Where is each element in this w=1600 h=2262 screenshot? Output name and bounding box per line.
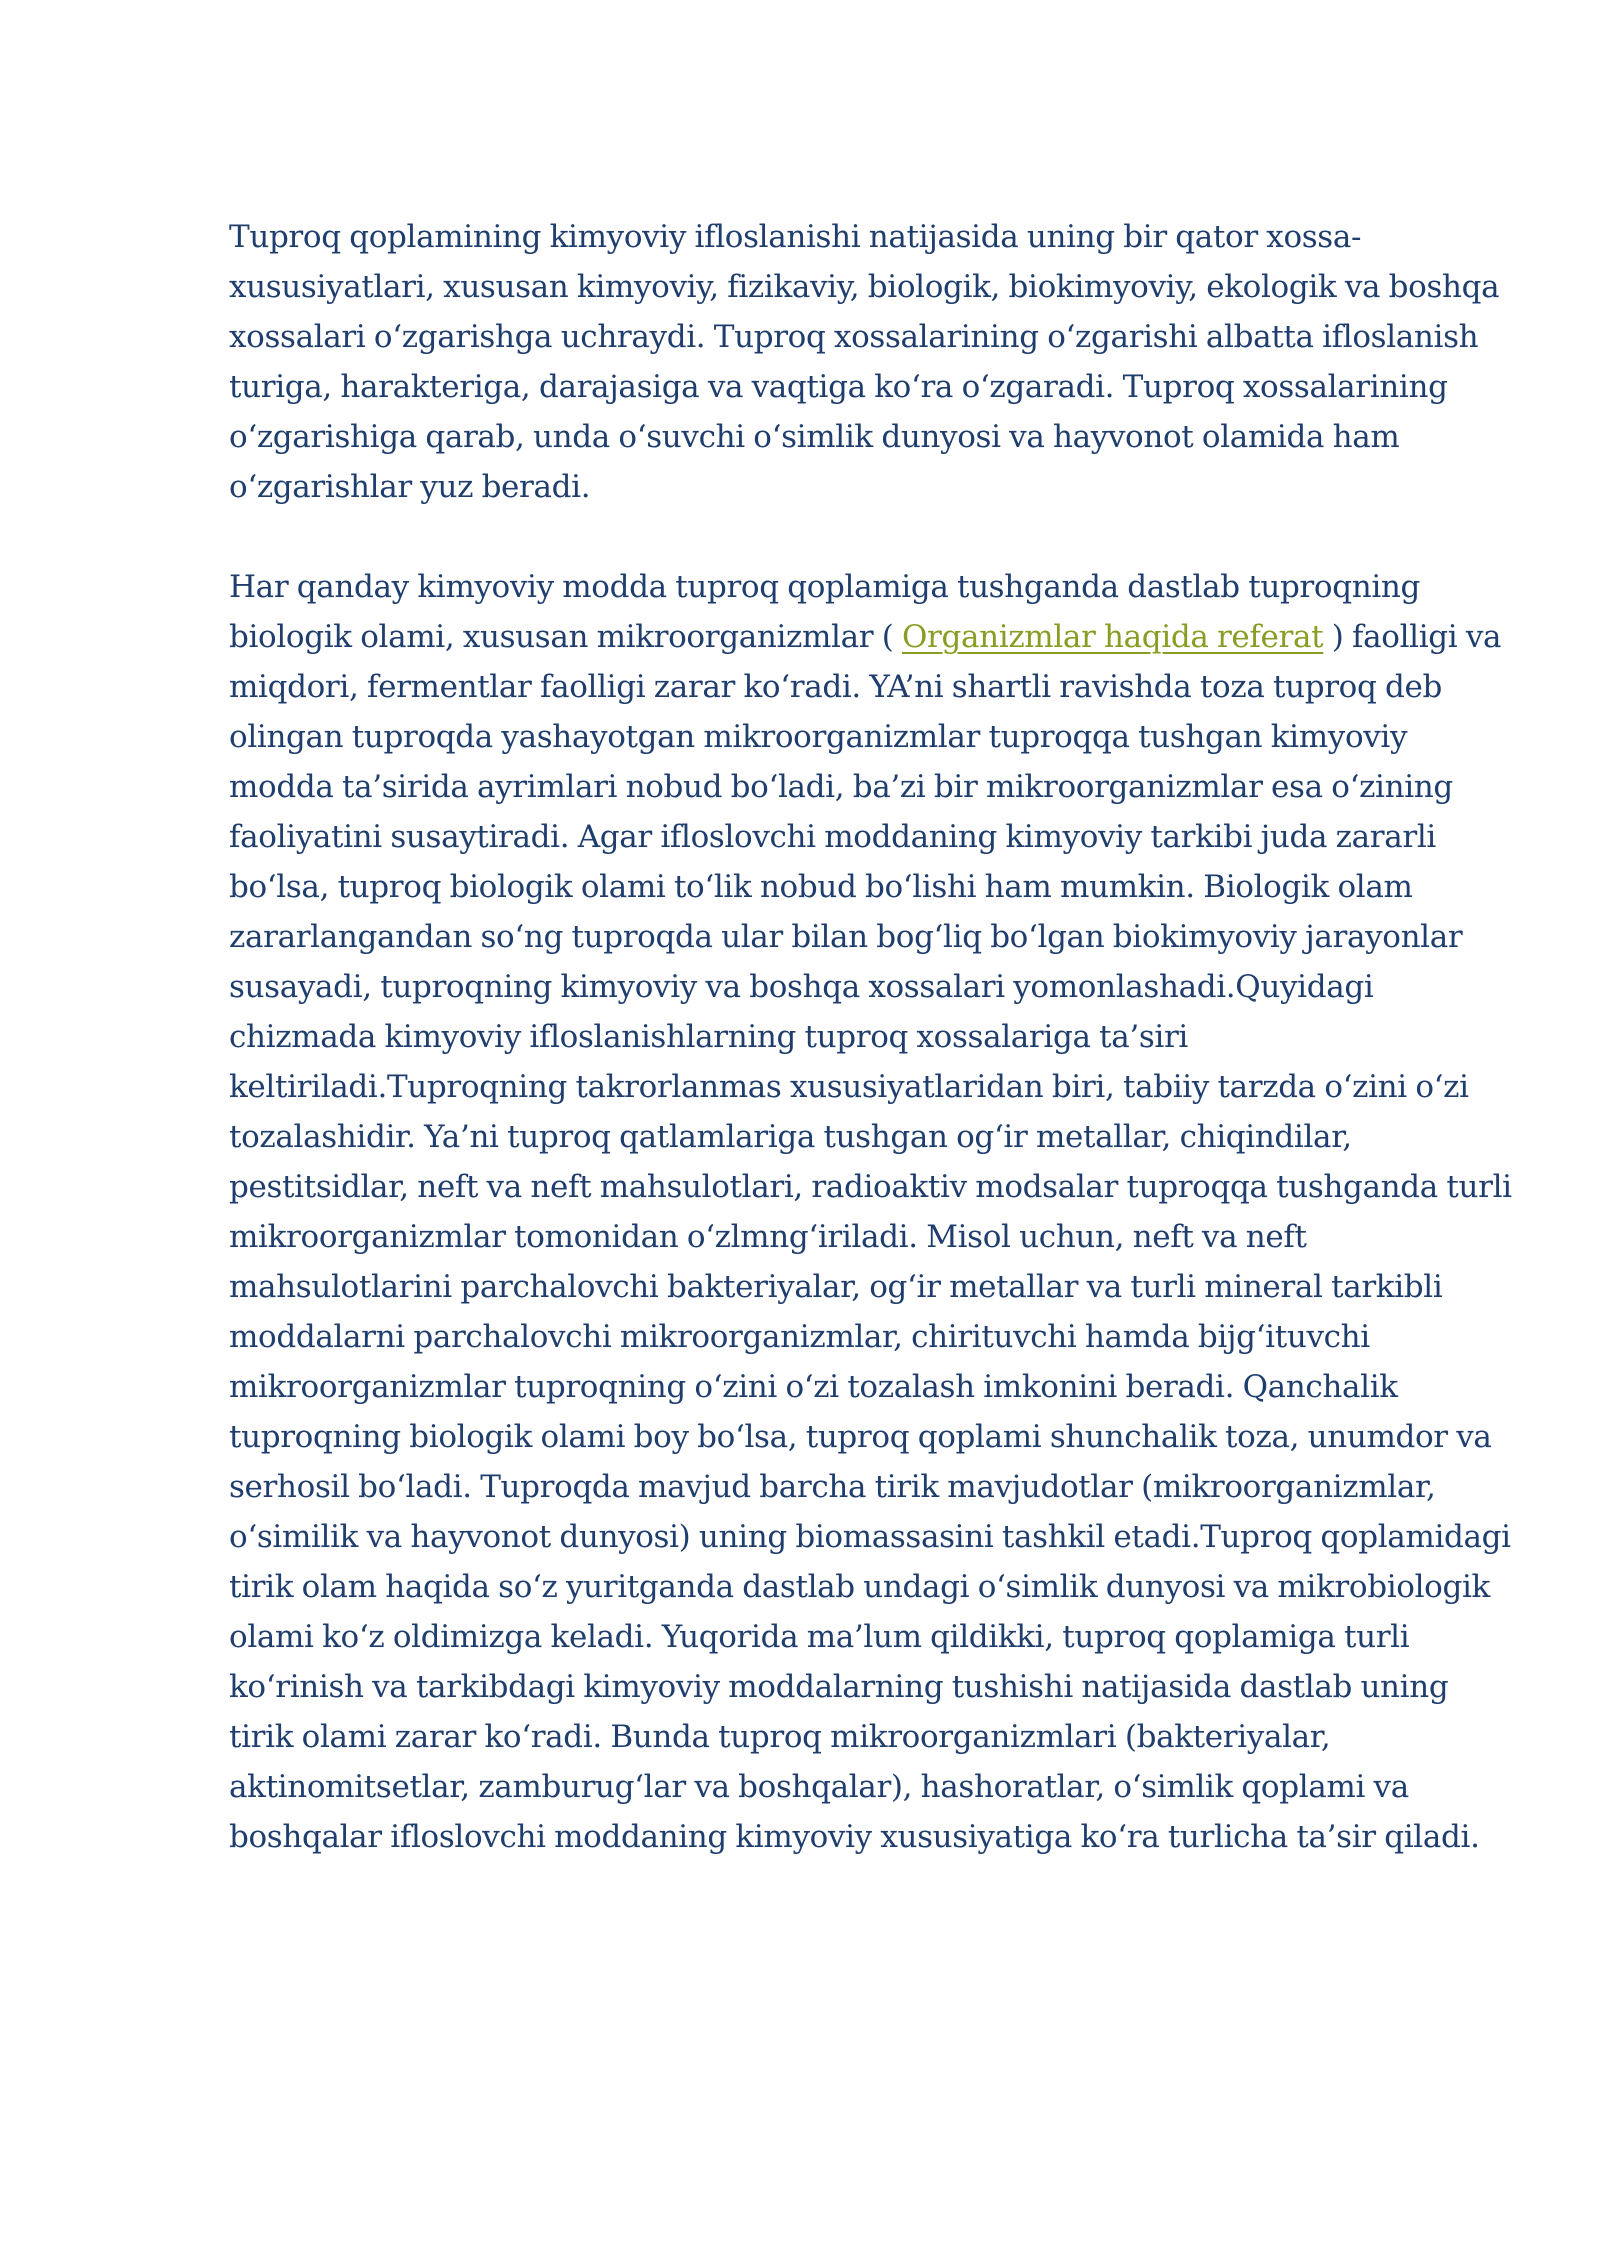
- document-body: [229, 212, 1519, 1862]
- paragraph-2-text-start: Har qanday kimyoviy modda tuproq qoplamiga tushganda dastlab tuproqning biologik olami, xususan mikroorganizmlar (: [229, 569, 1420, 655]
- paragraph-1: Tuproq qoplamining kimyoviy ifloslanishi natijasida uning bir qator xossa-xususiyatlari, xususan kimyoviy, fizikaviy, biologik, biokimyoviy, ekologik va boshqa xossalari o‘zgarishga uchraydi. Tuproq xossalarining o‘zgarishi albatta ifloslanish turiga, harakteriga, darajasiga va vaqtiga ko‘ra o‘zgaradi. Tuproq xossalarining o‘zgarishiga qarab, unda o‘suvchi o‘simlik dunyosi va hayvonot olamida ham o‘zgarishlar yuz beradi.: [229, 219, 1500, 505]
- paragraph-2: [229, 562, 1519, 1862]
- organizmlar-referat-link[interactable]: Organizmlar haqida referat: [901, 619, 1324, 655]
- paragraph-2-text-rest: ) faolligi va miqdori, fermentlar faolligi zarar ko‘radi. YA’ni shartli ravishda toza tuproq deb olingan tuproqda yashayotgan mikroorganizmlar tuproqqa tushgan kimyoviy modda ta’sirida ayrimlari nobud bo‘ladi, ba’zi bir mikroorganizmlar esa o‘zining faoliyatini susaytiradi. Agar ifloslovchi moddaning kimyoviy tarkibi juda zararli bo‘lsa, tuproq biologik olami to‘lik nobud bo‘lishi ham mumkin. Biologik olam zararlangandan so‘ng tuproqda ular bilan bog‘liq bo‘lgan biokimyoviy jarayonlar susayadi, tuproqning kimyoviy va boshqa xossalari yomonlashadi.Quyidagi chizmada kimyoviy ifloslanishlarning tuproq xossalariga ta’siri keltiriladi.Tuproqning takrorlanmas xususiyatlaridan biri, tabiiy tarzda o‘zini o‘zi tozalashidir. Ya’ni tuproq qatlamlariga tushgan og‘ir metallar, chiqindilar, pestitsidlar, neft va neft mahsulotlari, radioaktiv modsalar tuproqqa tushganda turli mikroorganizmlar tomonidan o‘zlmng‘iriladi. Misol uchun, neft va neft mahsulotlarini parchalovchi bakteriyalar, og‘ir metallar va turli mineral tarkibli moddalarni parchalovchi mikroorganizmlar, chirituvchi hamda bijg‘ituvchi mikroorganizmlar tuproqning o‘zini o‘zi tozalash imkonini beradi. Qanchalik tuproqning biologik olami boy bo‘lsa, tuproq qoplami shunchalik toza, unumdor va serhosil bo‘ladi. Tuproqda mavjud barcha tirik mavjudotlar (mikroorganizmlar, o‘similik va hayvonot dunyosi) uning biomassasini tashkil etadi.Tuproq qoplamidagi tirik olam haqida so‘z yuritganda dastlab undagi o‘simlik dunyosi va mikrobiologik olami ko‘z oldimizga keladi. Yuqorida ma’lum qildikki, tuproq qoplamiga turli ko‘rinish va tarkibdagi kimyoviy moddalarning tushishi natijasida dastlab uning tirik olami zarar ko‘radi. Bunda tuproq mikroorganizmlari (bakteriyalar, aktinomitsetlar, zamburug‘lar va boshqalar), hashoratlar, o‘simlik qoplami va boshqalar ifloslovchi moddaning kimyoviy xususiyatiga ko‘ra turlicha ta’sir qiladi.: [229, 619, 1512, 1855]
